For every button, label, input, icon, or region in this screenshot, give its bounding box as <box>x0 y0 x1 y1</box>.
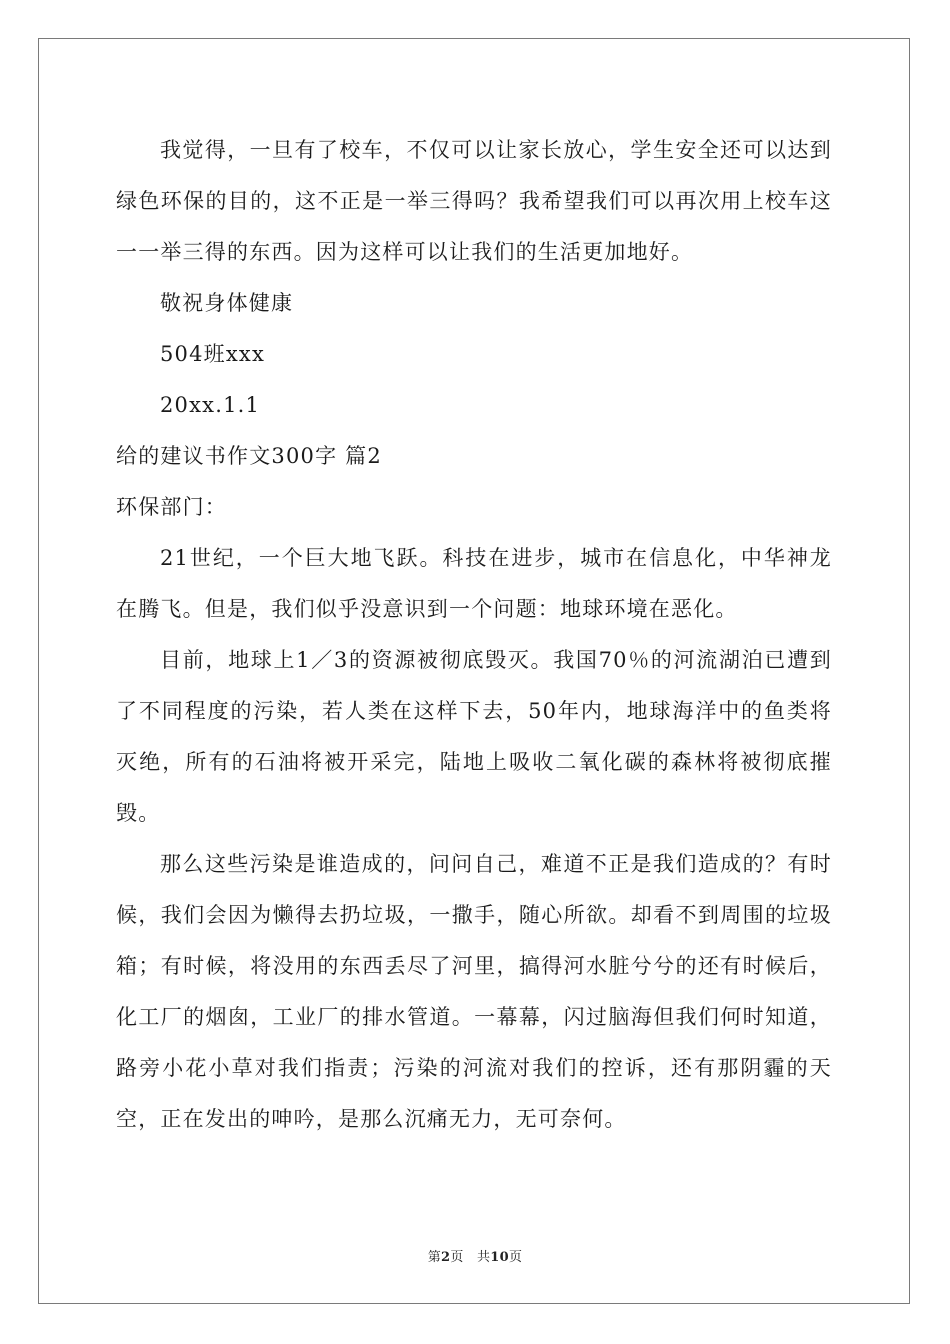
page-prefix: 第 <box>427 1250 442 1265</box>
paragraph-pollution-facts: 目前，地球上1／3的资源被彻底毁灭。我国70％的河流湖泊已遭到了不同程度的污染，若人类在这样下去，50年内，地球海洋中的鱼类将灭绝，所有的石油将被开采完，陆地上吸收二氧化碳的森林将被彻底摧毁。 <box>116 648 832 825</box>
page-current: 2 <box>441 1250 451 1265</box>
signature-date: 20xx.1.1 <box>160 393 261 417</box>
page-mid: 页 共 <box>450 1250 491 1265</box>
page-total: 10 <box>490 1250 509 1265</box>
closing-salutation: 敬祝身体健康 <box>160 291 294 315</box>
paragraph-school-bus-conclusion: 我觉得，一旦有了校车，不仅可以让家长放心，学生安全还可以达到绿色环保的目的，这不正是一举三得吗？我希望我们可以再次用上校车这一一举三得的东西。因为这样可以让我们的生活更加地好。 <box>116 138 832 264</box>
signature-class: 504班xxx <box>160 342 266 366</box>
document-body <box>116 125 832 1145</box>
page-footer <box>0 1246 950 1265</box>
letter-recipient: 环保部门： <box>116 495 227 519</box>
section-heading: 给的建议书作文300字 篇2 <box>116 444 382 468</box>
paragraph-21st-century: 21世纪，一个巨大地飞跃。科技在进步，城市在信息化，中华神龙在腾飞。但是，我们似乎没意识到一个问题：地球环境在恶化。 <box>116 546 832 621</box>
page-suffix: 页 <box>508 1250 523 1265</box>
paragraph-who-caused: 那么这些污染是谁造成的，问问自己，难道不正是我们造成的？有时候，我们会因为懒得去扔垃圾，一撒手，随心所欲。却看不到周围的垃圾箱；有时候，将没用的东西丢尽了河里，搞得河水脏兮兮的还有时候后，化工厂的烟囱，工业厂的排水管道。一幕幕，闪过脑海但我们何时知道，路旁小花小草对我们指责；污染的河流对我们的控诉，还有那阴霾的天空，正在发出的呻吟，是那么沉痛无力，无可奈何。 <box>116 852 832 1131</box>
